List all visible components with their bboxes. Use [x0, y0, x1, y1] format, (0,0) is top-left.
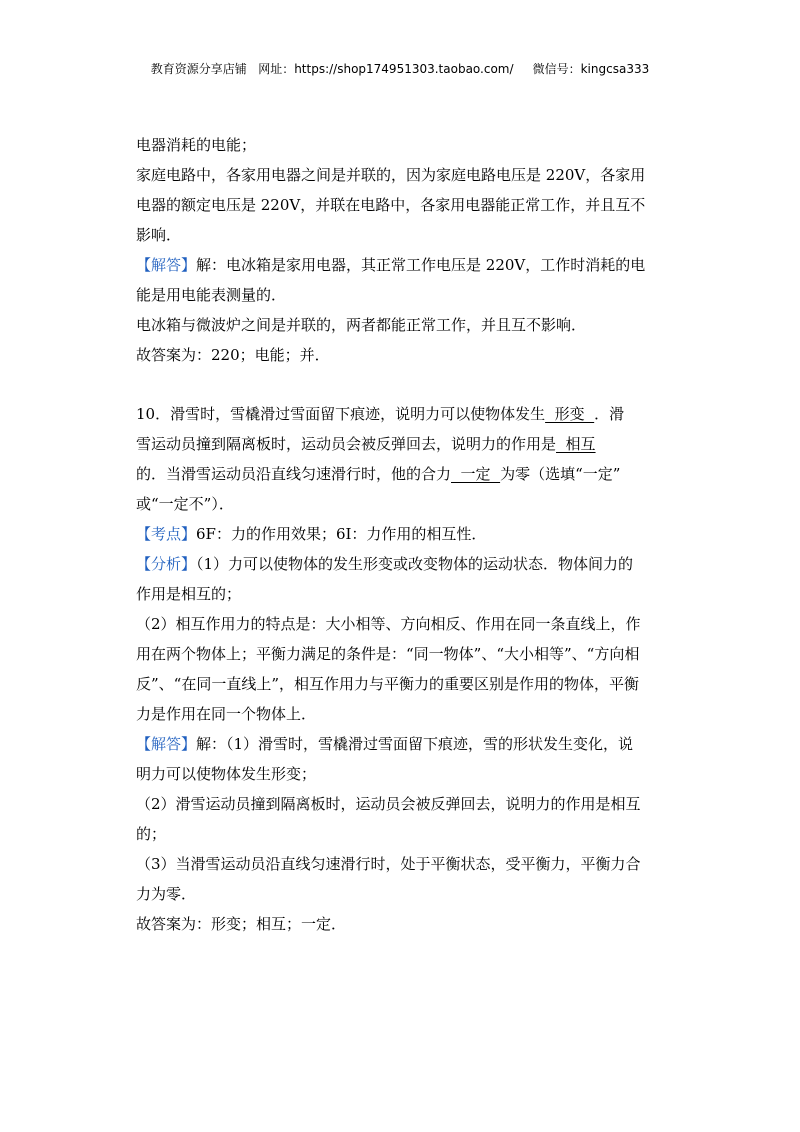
answer-blank: 相互: [556, 435, 596, 453]
solution-line: [136, 729, 672, 759]
solution-text: 解：电冰箱是家用电器，其正常工作电压是 220V，工作时消耗的电: [196, 256, 646, 274]
kaodian-tag: 【考点】: [136, 525, 197, 543]
question-line: [136, 399, 672, 429]
text-line: 能是用电能表测量的．: [136, 286, 287, 304]
document-body: [136, 130, 672, 939]
text-line: 电器的额定电压是 220V，并联在电路中，各家用电器能正常工作，并且互不: [136, 196, 646, 214]
answer-blank: 一定: [451, 465, 501, 483]
question-text: 雪运动员撞到隔离板时，运动员会被反弹回去，说明力的作用是: [136, 435, 557, 453]
solution-text: 解：（1）滑雪时，雪橇滑过雪面留下痕迹，雪的形状发生变化，说: [196, 735, 634, 753]
text-line: 的；: [136, 825, 167, 843]
kaodian-line: [136, 519, 672, 549]
analysis-tag: 【分析】: [136, 555, 197, 573]
text-line: 用在两个物体上；平衡力满足的条件是：“同一物体”、“大小相等”、“方向相: [136, 645, 640, 663]
solution-line: [136, 250, 672, 280]
page-header: 教育资源分享店铺 网址：https://shop174951303.taobao.com/ 微信号：kingcsa333: [150, 62, 650, 76]
solution-tag: 【解答】: [136, 735, 197, 753]
text-line: 力是作用在同一个物体上．: [136, 705, 317, 723]
text-line: 影响．: [136, 226, 182, 244]
question-text: 为零（选填“一定”: [500, 465, 621, 483]
question-gap: [136, 370, 672, 399]
text-line: （2）相互作用力的特点是：大小相等、方向相反、作用在同一条直线上，作: [136, 615, 641, 633]
answer-line: 故答案为：形变；相互；一定．: [136, 915, 347, 933]
text-line: 电冰箱与微波炉之间是并联的，两者都能正常工作，并且互不影响．: [136, 316, 587, 334]
answer-line: 故答案为：220；电能；并．: [136, 346, 330, 364]
answer-blank: 形变: [545, 405, 595, 423]
question-line: [136, 429, 672, 459]
text-line: （2）滑雪运动员撞到隔离板时，运动员会被反弹回去，说明力的作用是相互: [136, 795, 641, 813]
analysis-line: [136, 549, 672, 579]
text-line: 力为零．: [136, 885, 197, 903]
question-line: [136, 459, 672, 489]
question-text: ．滑: [594, 405, 625, 423]
text-line: 反”、“在同一直线上”，相互作用力与平衡力的重要区别是作用的物体，平衡: [136, 675, 640, 693]
text-line: 明力可以使物体发生形变；: [136, 765, 317, 783]
question-text: 10．滑雪时，雪橇滑过雪面留下痕迹，说明力可以使物体发生: [136, 405, 546, 423]
text-line: （3）当滑雪运动员沿直线匀速滑行时，处于平衡状态，受平衡力，平衡力合: [136, 855, 641, 873]
solution-tag: 【解答】: [136, 256, 197, 274]
question-line: 或“一定不”）．: [136, 495, 234, 513]
text-line: 作用是相互的；: [136, 585, 242, 603]
kaodian-text: 6F：力的作用效果；6I：力作用的相互性．: [196, 525, 487, 543]
question-text: 的．当滑雪运动员沿直线匀速滑行时，他的合力: [136, 465, 452, 483]
analysis-text: （1）力可以使物体的发生形变或改变物体的运动状态．物体间力的: [196, 555, 634, 573]
text-line: 电器消耗的电能；: [136, 136, 257, 154]
text-line: 家庭电路中，各家用电器之间是并联的，因为家庭电路电压是 220V，各家用: [136, 166, 646, 184]
